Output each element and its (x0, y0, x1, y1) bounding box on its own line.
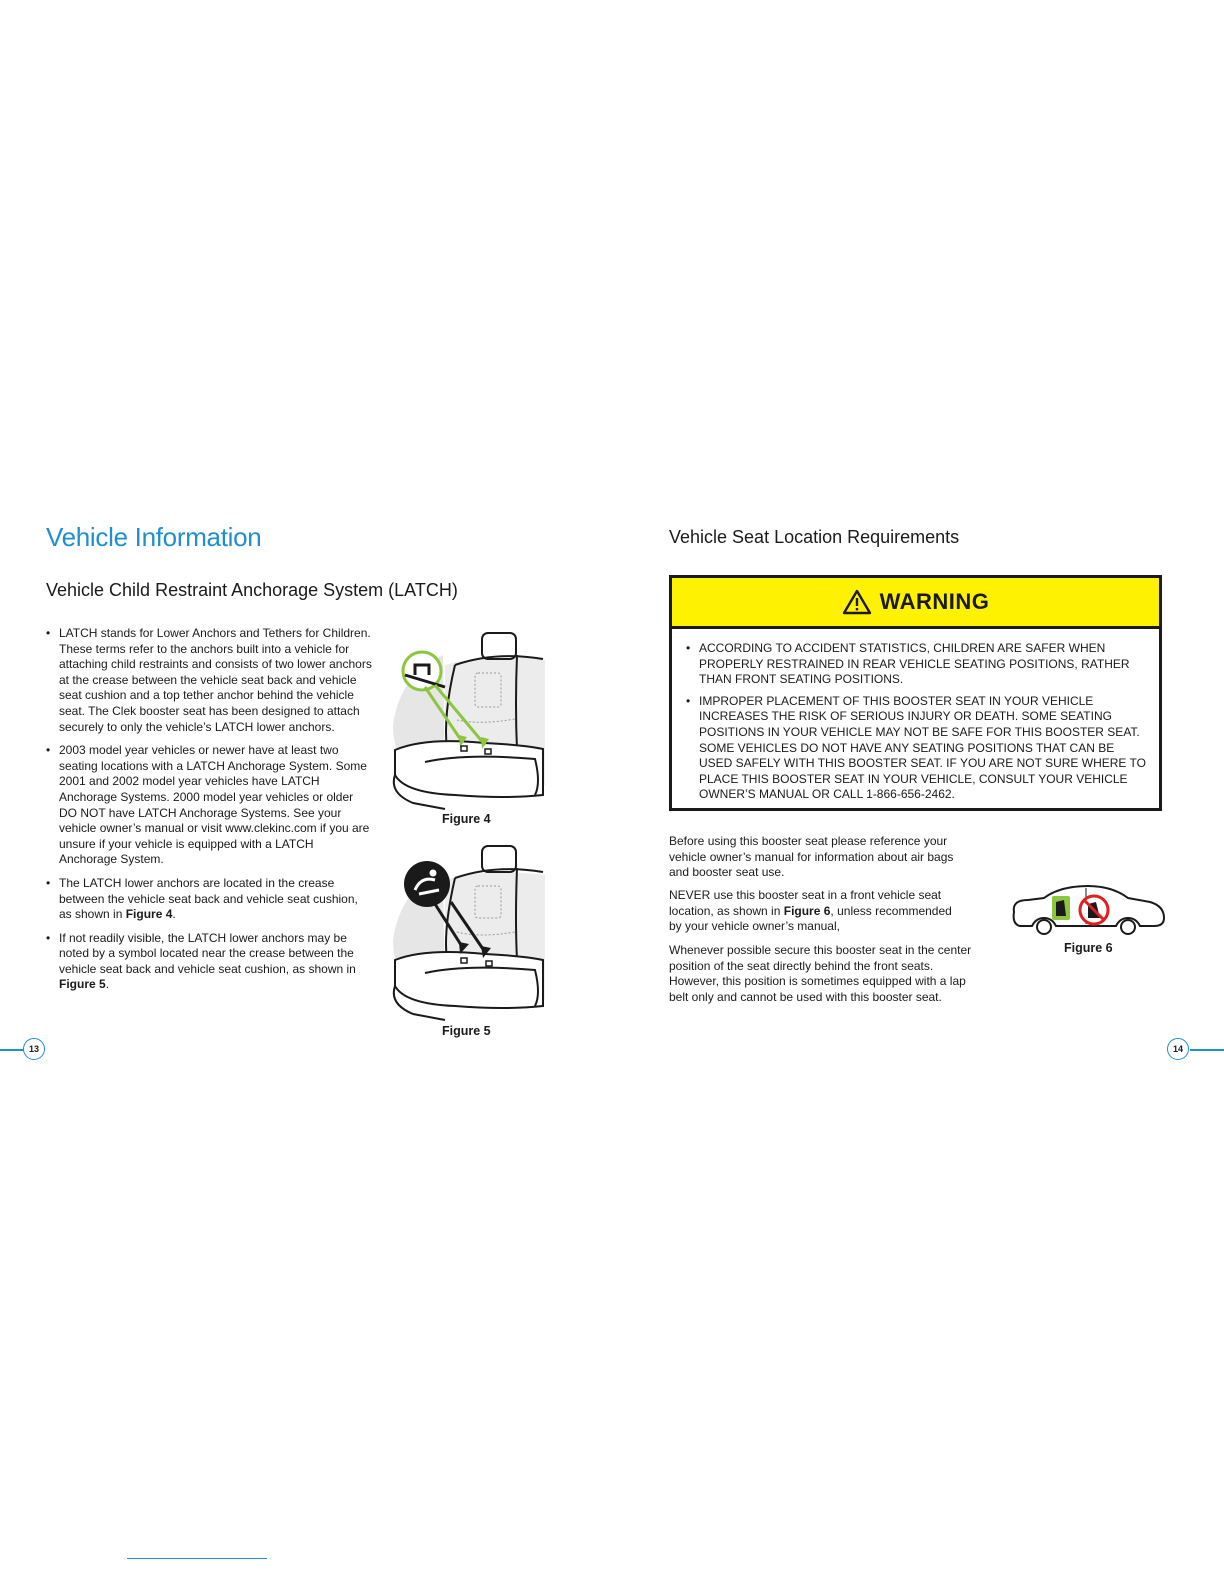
bottom-rule (127, 1558, 267, 1559)
list-item: • 2003 model year vehicles or newer have at least two seating locations with a LATCH Anchorage System. Some 2001 and 2002 model year vehicles have LATCH Anchorage Systems. 2000 model year vehicles or older DO NOT have LATCH Anchorage Systems. See your vehicle owner’s manual or visit www.clekinc.com if you are unsure if your vehicle is equipped with a LATCH Anchorage System. (46, 743, 372, 868)
list-item: • IMPROPER PLACEMENT OF THIS BOOSTER SEAT IN YOUR VEHICLE INCREASES THE RISK OF SERIOUS INJURY OR DEATH. SOME SEATING POSITIONS IN YOUR VEHICLE MAY NOT BE SAFE FOR THIS BOOSTER SEAT. SOME VEHICLES DO NOT HAVE ANY SEATING POSITIONS THAT CAN BE USED SAFELY WITH THIS BOOSTER SEAT. IF YOU ARE NOT SURE WHERE TO PLACE THIS BOOSTER SEAT IN YOUR VEHICLE, CONSULT YOUR VEHICLE OWNER’S MANUAL OR CALL 1-866-656-2462. (686, 694, 1149, 803)
list-item: • ACCORDING TO ACCIDENT STATISTICS, CHILDREN ARE SAFER WHEN PROPERLY RESTRAINED IN REAR VEHICLE SEATING POSITIONS, RATHER THAN FRONT SEATING POSITIONS. (686, 641, 1149, 688)
figure-6-reference: Figure 6 (783, 903, 831, 918)
figure-4-seat-illustration (385, 625, 550, 810)
center-position-paragraph: Whenever possible secure this booster seat in the center position of the seat directly behind the front seats. However, this position is sometimes equipped with a lap belt only and cannot be used with this booster seat. (669, 943, 972, 1004)
list-item: • If not readily visible, the LATCH lower anchors may be noted by a symbol located near the crease between the vehicle seat back and vehicle seat cushion, as shown in Figure 5. (46, 931, 372, 993)
warning-list (672, 629, 1159, 803)
latch-bullet-list (46, 626, 372, 1001)
seat-location-heading: Vehicle Seat Location Requirements (669, 527, 960, 547)
page-number-rule (0, 1049, 24, 1051)
list-item: • The LATCH lower anchors are located in the crease between the vehicle seat back and vehicle seat cushion, as shown in Figure 4. (46, 876, 372, 923)
figure-5-caption: Figure 5 (442, 1024, 491, 1038)
figure-5-seat-illustration (385, 840, 550, 1025)
warning-triangle-icon (842, 589, 872, 615)
warning-title: WARNING (879, 589, 990, 614)
figure-6-caption: Figure 6 (1064, 941, 1113, 955)
figure-5-reference: Figure 5 (59, 977, 106, 992)
figure-4-reference: Figure 4 (125, 907, 173, 922)
figure-6-car-illustration (1008, 880, 1168, 940)
page-number-14: 14 (1167, 1038, 1189, 1060)
warning-box (669, 575, 1162, 811)
section-title: Vehicle Information (46, 522, 262, 552)
page-number-13: 13 (23, 1038, 45, 1060)
figure-4-caption: Figure 4 (442, 812, 491, 826)
page-number-rule (1190, 1049, 1224, 1051)
airbag-paragraph: Before using this booster seat please reference your vehicle owner’s manual for information about air bags and booster seat use. (669, 834, 954, 880)
front-seat-paragraph: NEVER use this booster seat in a front vehicle seat location, as shown in Figure 6, unless recommended by your vehicle owner’s manual, (669, 888, 952, 934)
list-item: • LATCH stands for Lower Anchors and Tethers for Children. These terms refer to the anchors built into a vehicle for attaching child restraints and consists of two lower anchors at the crease between the vehicle seat back and vehicle seat cushion and a top tether anchor behind the vehicle seat. The Clek booster seat has been designed to attach securely to only the vehicle’s LATCH lower anchors. (46, 626, 372, 735)
warning-header (672, 578, 1159, 629)
latch-subheading: Vehicle Child Restraint Anchorage System (LATCH) (46, 580, 458, 600)
